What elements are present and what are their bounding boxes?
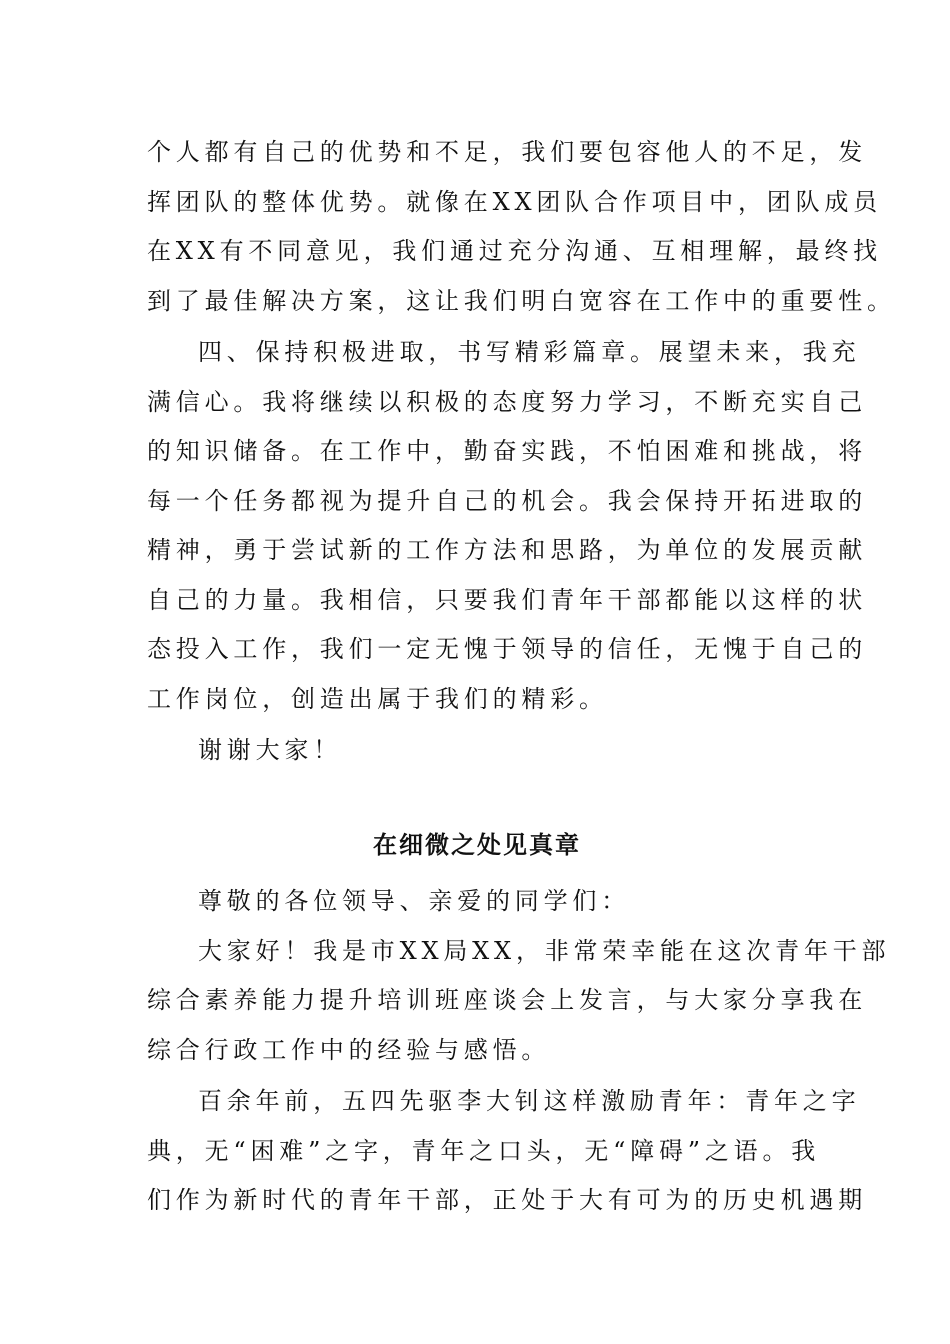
text-line: 典，无“困难”之字，青年之口头，无“障碍”之语。我 <box>147 1136 821 1165</box>
text-line: 态投入工作，我们一定无愧于领导的信任，无愧于自己的 <box>147 635 867 663</box>
text-line: 每一个任务都视为提升自己的机会。我会保持开拓进取的 <box>147 486 867 515</box>
paragraph-section-four <box>147 328 867 724</box>
closing-thanks: 谢谢大家！ <box>198 736 342 764</box>
paragraph-teamwork <box>147 128 896 326</box>
text-line: 满信心。我将继续以积极的态度努力学习，不断充实自己 <box>147 387 867 416</box>
text-line: 精神，勇于尝试新的工作方法和思路，为单位的发展贡献 <box>147 536 867 564</box>
text-line: 个人都有自己的优势和不足，我们要包容他人的不足，发 <box>147 138 867 166</box>
text-line: 在XX有不同意见，我们通过充分沟通、互相理解，最终找 <box>147 237 882 265</box>
text-line: 百余年前，五四先驱李大钊这样激励青年：青年之字 <box>198 1087 861 1115</box>
text-line: 综合行政工作中的经验与感悟。 <box>147 1035 551 1064</box>
document-page <box>147 128 896 1226</box>
speech-title: 在细微之处见真章 <box>373 829 581 859</box>
salutation: 尊敬的各位领导、亲爱的同学们： <box>198 887 630 915</box>
paragraph-history <box>147 1077 867 1226</box>
text-line: 工作岗位，创造出属于我们的精彩。 <box>147 684 608 713</box>
text-line: 大家好！我是市XX局XX，非常荣幸能在这次青年干部 <box>198 936 891 965</box>
text-line: 自己的力量。我相信，只要我们青年干部都能以这样的状 <box>147 585 867 614</box>
text-line: 到了最佳解决方案，这让我们明白宽容在工作中的重要性。 <box>147 286 896 315</box>
text-line: 综合素养能力提升培训班座谈会上发言，与大家分享我在 <box>147 986 867 1014</box>
text-line: 四、保持积极进取，书写精彩篇章。展望未来，我充 <box>198 338 861 366</box>
text-line: 挥团队的整体优势。就像在XX团队合作项目中，团队成员 <box>147 187 882 216</box>
paragraph-introduction <box>147 927 891 1076</box>
text-line: 们作为新时代的青年干部，正处于大有可为的历史机遇期 <box>147 1186 867 1214</box>
text-line: 的知识储备。在工作中，勤奋实践，不怕困难和挑战，将 <box>147 437 867 465</box>
